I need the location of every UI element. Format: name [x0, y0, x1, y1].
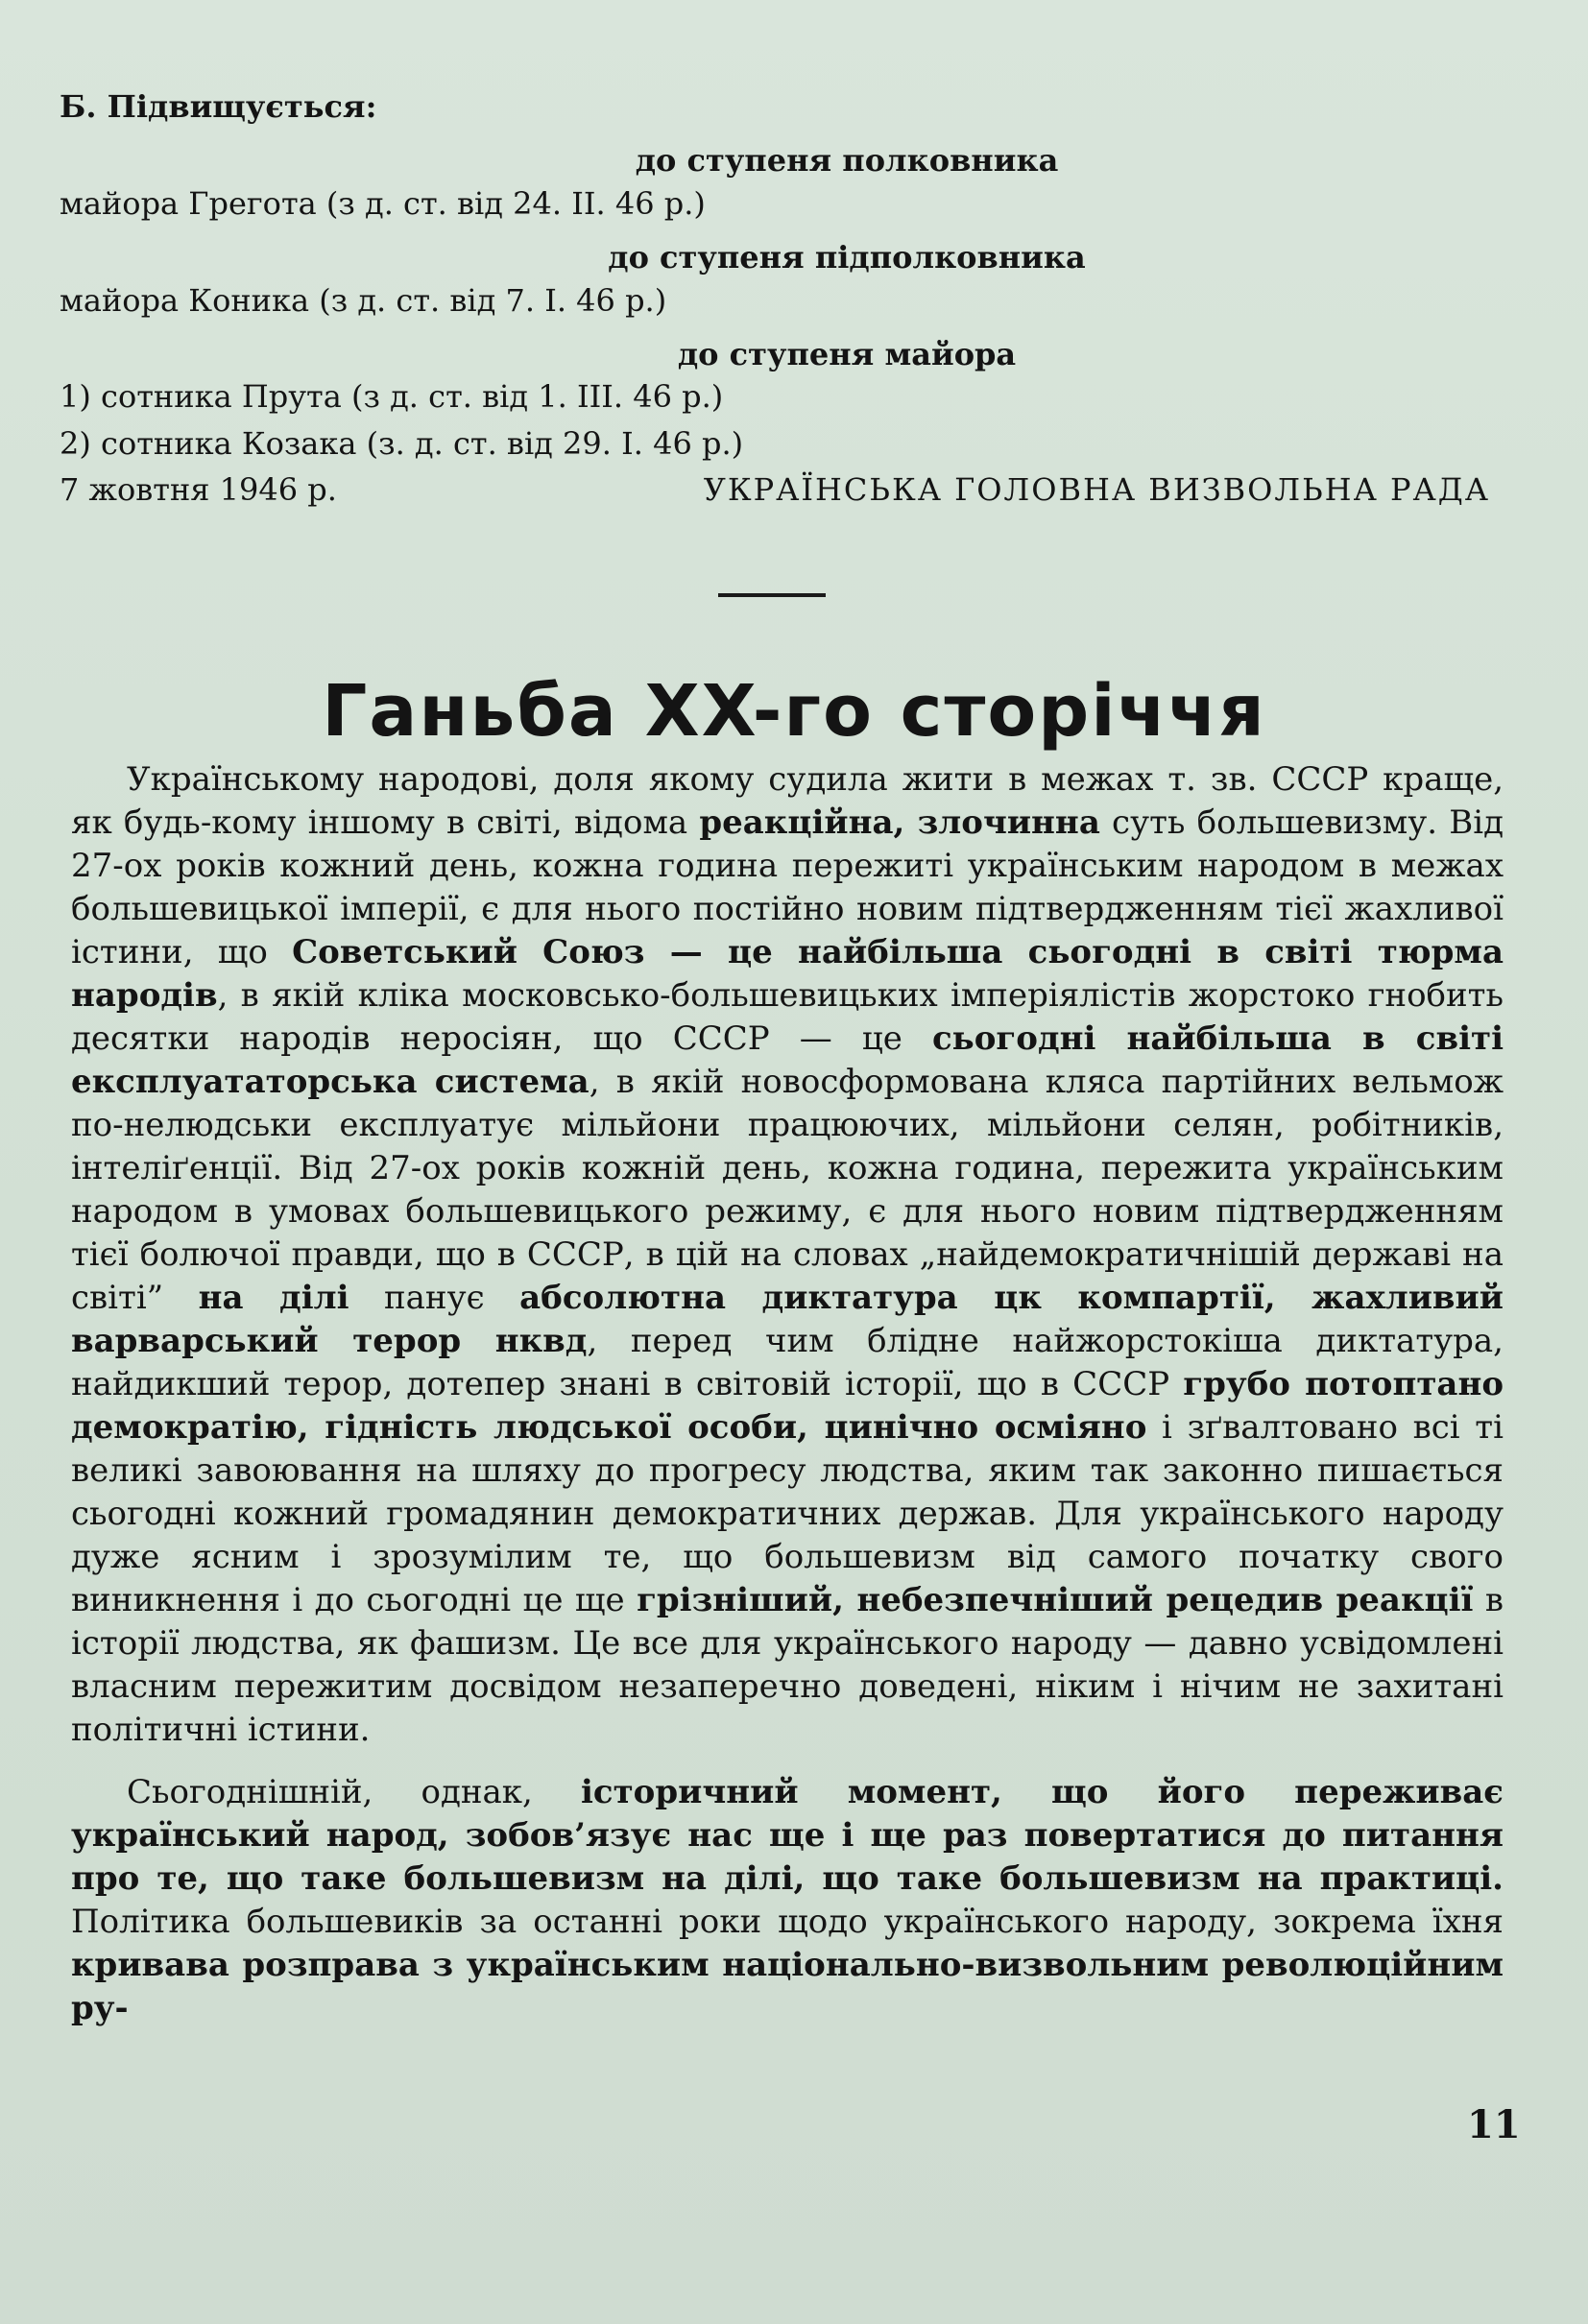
text-run: Сьогоднішній, однак,: [127, 1773, 581, 1811]
promotion-entry: майора Грегота (з д. ст. від 24. II. 46 р.): [60, 184, 706, 222]
promotion-entry: 1) сотника Прута (з д. ст. від 1. III. 46 р.): [60, 378, 724, 416]
page-number: 11: [1467, 2102, 1521, 2147]
emphasis-run: на ділі: [198, 1279, 349, 1317]
rank-heading-lieutenant-colonel: до ступеня підполковника: [608, 239, 1086, 276]
rank-heading-colonel: до ступеня полковника: [635, 142, 1059, 180]
emphasis-run: реакційна, злочинна: [699, 803, 1100, 842]
emphasis-run: кривава розправа з українським національно-визвольним революційним ру-: [71, 1946, 1504, 2027]
text-run: панує: [349, 1279, 520, 1317]
text-run: , в якій новосформована кляса партійних вельмож по-нелюдськи експлуатує мільйони працюючих, мільйони селян, робітників, інтеліґенції. Від 27-ох років кожній день, кожна година, пережита українським народом в умовах большевицького режиму, є для нього новим підтвердженням тієї болючої правди, що в СССР, в цій на словах „найдемократичнішій державі на світі”: [71, 1063, 1504, 1317]
text-run: в історії людства, як фашизм. Це все для українського народу — давно усвідомлені власним пережитим досвідом незаперечно доведені, ніким і нічим не захитані політичні істини.: [71, 1581, 1504, 1749]
article-paragraph-1: [71, 758, 1504, 1752]
emphasis-run: історичний момент, що його переживає український народ, зобов’язує нас ще і ще раз повертатися до питання про те, що таке большевизм на ділі, що таке большевизм на практиці.: [71, 1773, 1504, 1898]
text-run: , в якій кліка московсько-большевицьких імперіялістів жорстоко гнобить десятки народів неросіян, що СССР — це: [71, 976, 1504, 1058]
text-run: і зґвалтовано всі ті великі завоювання на шляху до прогресу людства, яким так законно пишається сьогодні кожний громадянин демократичних держав. Для українського народу дуже ясним і зрозумілим те, що большевизм від самого початку свого виникнення і до сьогодні це ще: [71, 1408, 1504, 1619]
promotion-entry: 2) сотника Козака (з. д. ст. від 29. I. 46 р.): [60, 424, 744, 462]
article-title: Ганьба XX-го сторіччя: [322, 670, 1266, 753]
text-run: , перед чим блідне найжорстокіша диктатура, найдикший терор, дотепер знані в світовій історії, що в СССР: [71, 1322, 1504, 1403]
emphasis-run: сьогодні найбільша в світі експлуататорська система: [71, 1019, 1504, 1101]
signing-organization: УКРАЇНСЬКА ГОЛОВНА ВИЗВОЛЬНА РАДА: [703, 471, 1490, 509]
article-paragraph-2: [71, 1771, 1504, 2030]
emphasis-run: грубо потоптано демократію, гідність людської особи, цинічно осміяно: [71, 1365, 1504, 1447]
article-body: [71, 758, 1504, 2049]
rank-heading-major: до ступеня майора: [677, 335, 1017, 372]
signature-row: [60, 471, 1500, 508]
section-divider: [718, 593, 826, 597]
emphasis-run: абсолютна диктатура цк компартії, жахливий варварський терор нквд: [71, 1279, 1504, 1360]
emphasis-run: грізніший, небезпечніший рецедив реакції: [637, 1581, 1474, 1619]
promotion-order: [60, 88, 1500, 509]
promotion-entry: майора Коника (з д. ст. від 7. I. 46 р.): [60, 281, 667, 319]
text-run: Українському народові, доля якому судила жити в межах т. зв. СССР краще, як будь-кому іншому в світі, відома: [71, 760, 1504, 842]
text-run: Політика большевиків за останні роки щодо українського народу, зокрема їхня: [71, 1903, 1504, 1941]
promotion-heading: Б. Підвищується:: [60, 88, 377, 125]
order-date: 7 жовтня 1946 р.: [60, 471, 337, 509]
text-run: суть большевизму. Від 27-ох років кожний день, кожна година пережиті українським народом в межах большевицької імперії, є для нього постійно новим підтвердженням тієї жахливої істини, що: [71, 803, 1504, 971]
emphasis-run: Советський Союз — це найбільша сьогодні в світі тюрма народів: [71, 933, 1504, 1015]
